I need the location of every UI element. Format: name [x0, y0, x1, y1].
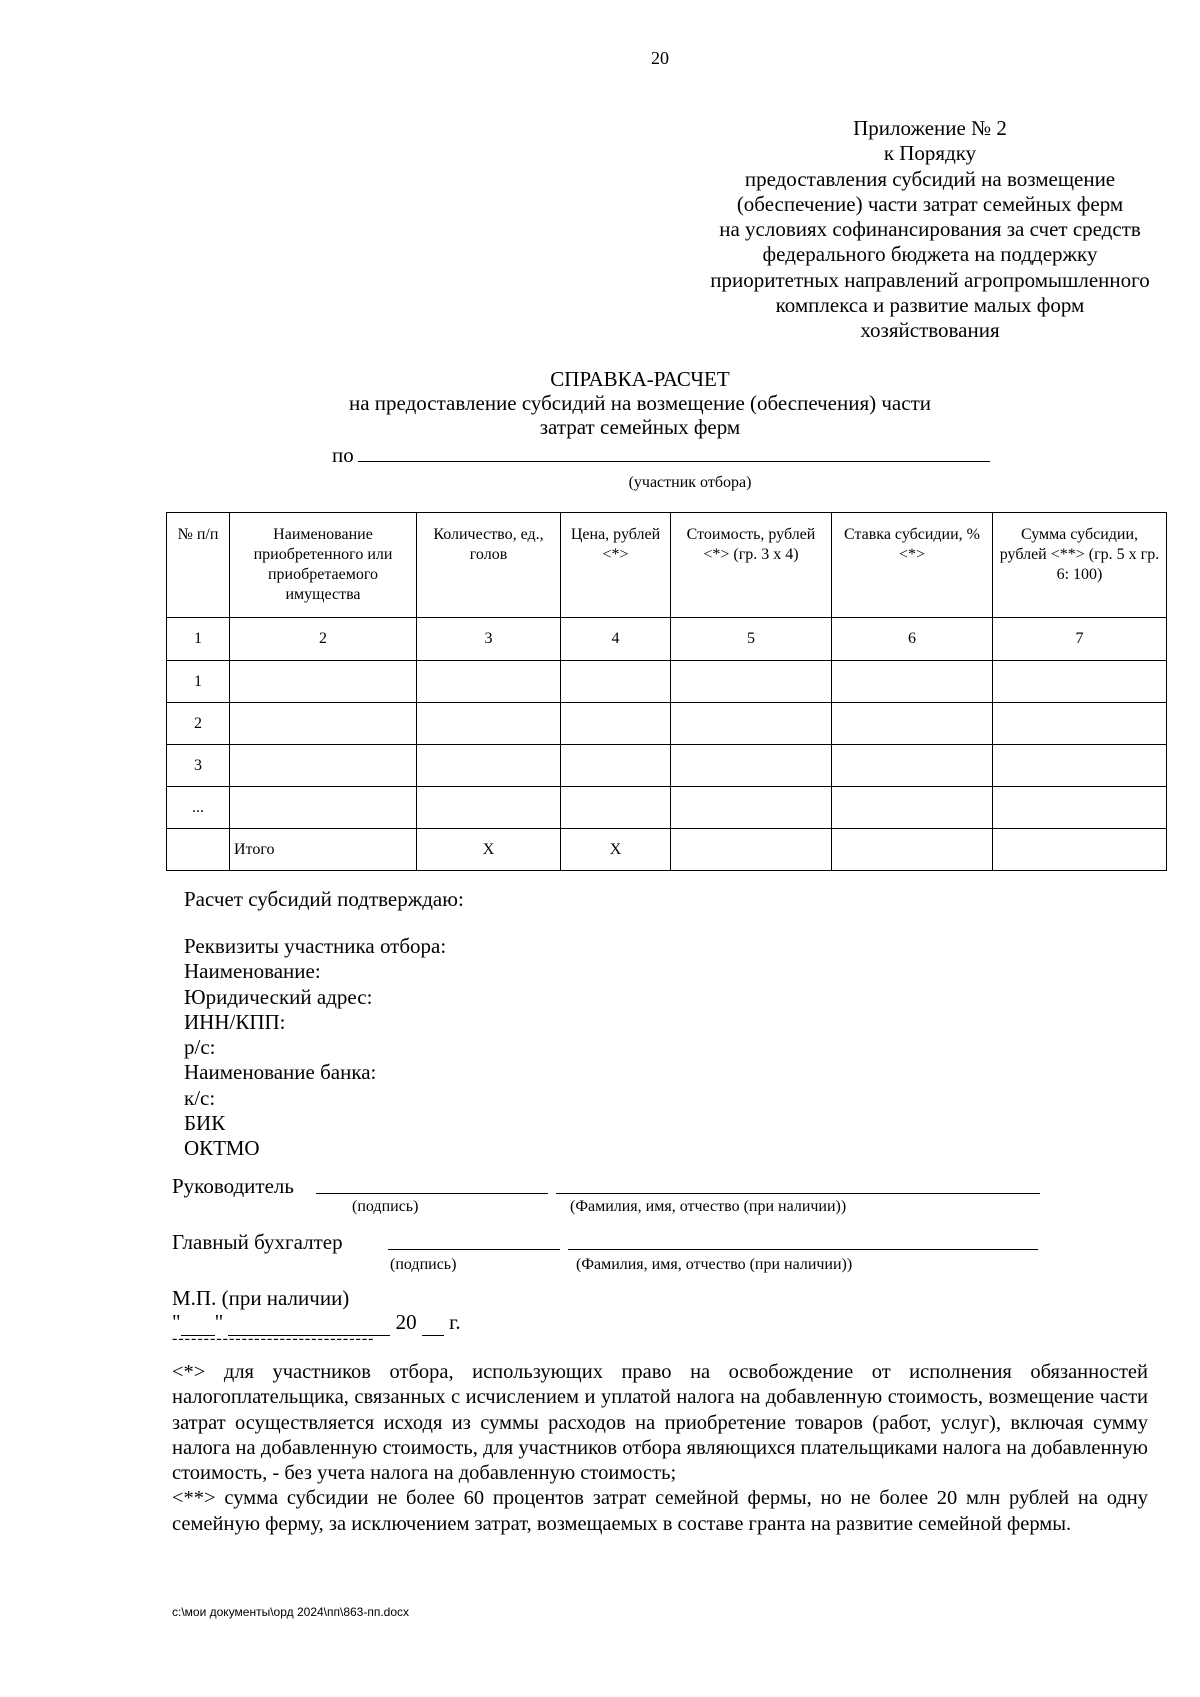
footnote-single-asterisk: <*> для участников отбора, использующих право на освобождение от исполнения обязанностей налогоплательщика, связанных с исчислением и уплатой налога на добавленную стоимость, возмещение части затрат осуществляется исходя из суммы расходов на приобретение товаров (работ, услуг), включая сумму налога на добавленную стоимость, для участников отбора являющихся плательщиками налога на добавленную стоимость, - без учета налога на добавленную стоимость; — [172, 1361, 1148, 1485]
table-cell: X — [417, 829, 561, 871]
stamp-label: М.П. (при наличии) — [172, 1286, 350, 1310]
title-subtitle: на предоставление субсидий на возмещение (обеспечения) части — [349, 391, 931, 415]
table-cell — [417, 703, 561, 745]
table-cell — [561, 703, 671, 745]
date-close-quote: " — [214, 1310, 224, 1334]
requisites-line: Наименование банка: — [184, 1060, 377, 1085]
page-number: 20 — [651, 48, 669, 68]
requisites-line: к/с: — [184, 1085, 216, 1110]
column-number: 5 — [671, 618, 832, 661]
table-cell: 1 — [167, 661, 230, 703]
appendix-block — [650, 116, 1200, 344]
requisites-line: Юридический адрес: — [184, 984, 373, 1009]
table-cell — [671, 787, 832, 829]
calculation-table — [166, 512, 1167, 871]
appendix-line: приоритетных направлений агропромышленного — [710, 267, 1150, 292]
appendix-line: федерального бюджета на поддержку — [762, 242, 1098, 267]
appendix-line: комплекса и развитие малых форм — [775, 293, 1085, 318]
footnotes — [172, 1360, 1148, 1537]
table-cell — [561, 661, 671, 703]
requisites-line: Реквизиты участника отбора: — [184, 934, 447, 958]
accountant-label: Главный бухгалтер — [172, 1230, 343, 1254]
table-row — [167, 745, 1167, 787]
column-number: 6 — [832, 618, 993, 661]
table-cell — [671, 703, 832, 745]
total-label: Итого — [230, 829, 417, 871]
column-number: 1 — [167, 618, 230, 661]
header-cell: Сумма субсидии, рублей <**> (гр. 5 x гр. 6: 100) — [993, 513, 1167, 618]
table-cell — [167, 829, 230, 871]
appendix-line: (обеспечение) части затрат семейных ферм — [736, 191, 1124, 216]
header-cell: № п/п — [167, 513, 230, 618]
head-label: Руководитель — [172, 1174, 294, 1198]
file-path: c:\мои документы\орд 2024\пп\863-пп.docx — [172, 1605, 410, 1619]
table-cell: 2 — [167, 703, 230, 745]
table-cell — [993, 787, 1167, 829]
table-cell — [832, 661, 993, 703]
table-cell: X — [561, 829, 671, 871]
accountant-signature-caption: (подпись) — [390, 1256, 457, 1273]
column-number: 7 — [993, 618, 1167, 661]
footnote-double-asterisk: <**> сумма субсидии не более 60 процентов затрат семейной фермы, но не более 20 млн рублей на одну семейную ферму, за исключением затрат, возмещаемых в составе гранта на развитие семейной фермы. — [172, 1487, 1148, 1535]
header-cell: Цена, рублей <*> — [561, 513, 671, 618]
head-signature-caption: (подпись) — [352, 1198, 419, 1215]
table-cell — [993, 829, 1167, 871]
accountant-signature-line — [388, 1249, 560, 1250]
footnote-separator: -------------------------------- — [172, 1330, 375, 1347]
total-row — [167, 829, 1167, 871]
document-title — [300, 367, 980, 439]
title-main: СПРАВКА-РАСЧЕТ — [550, 367, 730, 391]
table-cell — [230, 661, 417, 703]
date-suffix: г. — [449, 1310, 461, 1334]
requisites-line: р/с: — [184, 1035, 216, 1060]
header-cell: Стоимость, рублей <*> (гр. 3 x 4) — [671, 513, 832, 618]
date-year-prefix: 20 — [395, 1310, 417, 1334]
table-row — [167, 787, 1167, 829]
appendix-line: на условиях софинансирования за счет средств — [719, 217, 1141, 242]
table-cell — [832, 745, 993, 787]
table-cell — [417, 745, 561, 787]
table-cell — [671, 661, 832, 703]
table-cell — [230, 703, 417, 745]
table-cell — [993, 703, 1167, 745]
title-subtitle: затрат семейных ферм — [539, 415, 741, 439]
table-cell — [832, 703, 993, 745]
table-row — [167, 661, 1167, 703]
requisites-line: ИНН/КПП: — [184, 1009, 286, 1034]
head-name-caption: (Фамилия, имя, отчество (при наличии)) — [570, 1198, 847, 1215]
appendix-line: к Порядку — [883, 141, 977, 166]
head-signature-line — [316, 1193, 548, 1194]
date-year-blank — [422, 1310, 444, 1336]
table-cell — [832, 787, 993, 829]
appendix-line: хозяйствования — [860, 318, 1000, 343]
participant-caption: (участник отбора) — [628, 474, 752, 491]
table-cell — [417, 661, 561, 703]
table-cell — [993, 661, 1167, 703]
appendix-line: предоставления субсидий на возмещение — [744, 166, 1116, 191]
header-cell: Наименование приобретенного или приобретаемого имущества — [230, 513, 417, 618]
table-header-row — [167, 513, 1167, 618]
column-number-row — [167, 618, 1167, 661]
table-cell — [230, 787, 417, 829]
confirm-text: Расчет субсидий подтверждаю: — [184, 887, 464, 911]
column-number: 4 — [561, 618, 671, 661]
po-label: по — [332, 443, 354, 467]
table-cell: ... — [167, 787, 230, 829]
requisites-block — [184, 934, 446, 1162]
appendix-line: Приложение № 2 — [853, 116, 1007, 140]
table-cell — [671, 745, 832, 787]
header-cell: Ставка субсидии, % <*> — [832, 513, 993, 618]
table-cell — [561, 787, 671, 829]
participant-line — [332, 443, 990, 468]
table-cell — [417, 787, 561, 829]
participant-blank — [358, 443, 990, 462]
table-cell — [671, 829, 832, 871]
header-cell: Количество, ед., голов — [417, 513, 561, 618]
table-cell — [832, 829, 993, 871]
requisites-line: Наименование: — [184, 959, 321, 984]
table-cell — [230, 745, 417, 787]
requisites-line: БИК — [184, 1111, 226, 1136]
accountant-name-line — [568, 1249, 1038, 1250]
table-cell — [993, 745, 1167, 787]
table-cell: 3 — [167, 745, 230, 787]
requisites-line: ОКТМО — [184, 1136, 260, 1161]
table-row — [167, 703, 1167, 745]
column-number: 2 — [230, 618, 417, 661]
column-number: 3 — [417, 618, 561, 661]
head-name-line — [556, 1193, 1040, 1194]
date-open-quote: " — [172, 1310, 181, 1334]
accountant-name-caption: (Фамилия, имя, отчество (при наличии)) — [576, 1256, 853, 1273]
table-cell — [561, 745, 671, 787]
